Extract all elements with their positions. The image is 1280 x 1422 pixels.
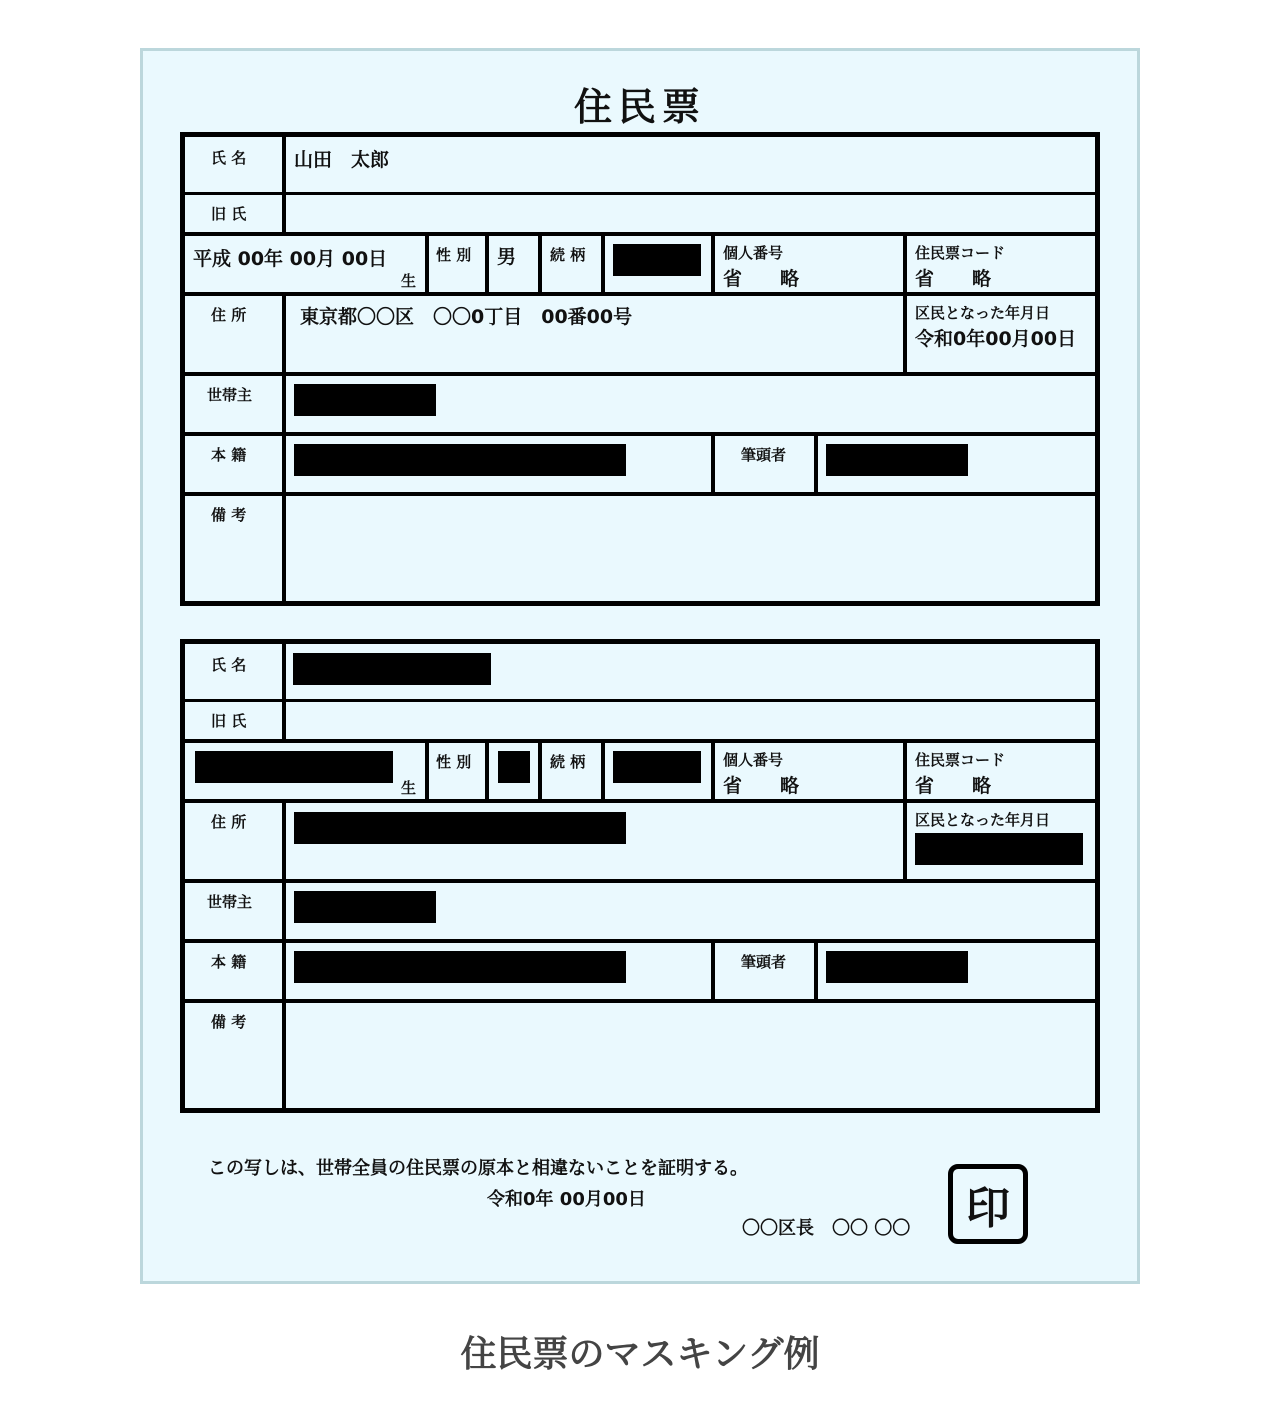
birth-date-value: 平成 00年 00月 00日: [193, 248, 388, 270]
householder-label: 世帯主: [207, 893, 253, 911]
redaction-birth-date: [195, 751, 393, 783]
issuer-name: 〇〇区長 〇〇 〇〇: [742, 1218, 911, 1239]
name-label: 氏 名: [211, 149, 247, 167]
birth-suffix: 生: [401, 779, 417, 797]
sex-label: 性 別: [436, 753, 472, 771]
resident-code-label: 住民票コード: [915, 244, 1006, 262]
redaction-head: [826, 444, 968, 476]
resident-code-value: 省 略: [915, 268, 992, 290]
redaction-sex: [498, 751, 530, 783]
redaction-domicile: [294, 951, 626, 983]
redaction-address: [294, 812, 626, 844]
resident-date-label: 区民となった年月日: [915, 304, 1051, 322]
redaction-head: [826, 951, 968, 983]
head-label: 筆頭者: [741, 953, 787, 971]
remarks-label: 備 考: [211, 1013, 247, 1031]
birth-suffix: 生: [401, 272, 417, 290]
head-label: 筆頭者: [741, 446, 787, 464]
relation-label: 続 柄: [550, 246, 586, 264]
redaction-householder: [294, 891, 436, 923]
sex-value: 男: [497, 246, 517, 268]
resident-record-1: [180, 132, 1100, 606]
redaction-householder: [294, 384, 436, 416]
resident-date-value: 令和0年00月00日: [915, 328, 1077, 350]
redaction-resident-date: [915, 833, 1083, 865]
resident-date-label: 区民となった年月日: [915, 811, 1051, 829]
domicile-label: 本 籍: [211, 953, 247, 971]
address-label: 住 所: [211, 306, 247, 324]
certification-date: 令和0年 00月00日: [487, 1189, 646, 1210]
resident-record-2: [180, 639, 1100, 1113]
address-label: 住 所: [211, 813, 247, 831]
remarks-label: 備 考: [211, 506, 247, 524]
official-seal: [948, 1164, 1028, 1244]
my-number-label: 個人番号: [723, 244, 784, 262]
caption: 住民票のマスキング例: [460, 1334, 820, 1375]
resident-code-value: 省 略: [915, 775, 992, 797]
address-value: 東京都〇〇区 〇〇0丁目 00番00号: [300, 306, 633, 328]
relation-label: 続 柄: [550, 753, 586, 771]
seal-text: 印: [966, 1183, 1010, 1234]
my-number-label: 個人番号: [723, 751, 784, 769]
certification-statement: この写しは、世帯全員の住民票の原本と相違ないことを証明する。: [208, 1158, 748, 1179]
name-label: 氏 名: [211, 656, 247, 674]
former-name-label: 旧 氏: [211, 712, 247, 730]
redaction-relation: [613, 244, 701, 276]
domicile-label: 本 籍: [211, 446, 247, 464]
redaction-relation: [613, 751, 701, 783]
redaction-name: [293, 653, 491, 685]
redaction-domicile: [294, 444, 626, 476]
document-title: 住民票: [573, 85, 706, 129]
name-value: 山田 太郎: [294, 149, 390, 171]
former-name-label: 旧 氏: [211, 205, 247, 223]
sex-label: 性 別: [436, 246, 472, 264]
my-number-value: 省 略: [723, 775, 800, 797]
my-number-value: 省 略: [723, 268, 800, 290]
resident-code-label: 住民票コード: [915, 751, 1006, 769]
householder-label: 世帯主: [207, 386, 253, 404]
